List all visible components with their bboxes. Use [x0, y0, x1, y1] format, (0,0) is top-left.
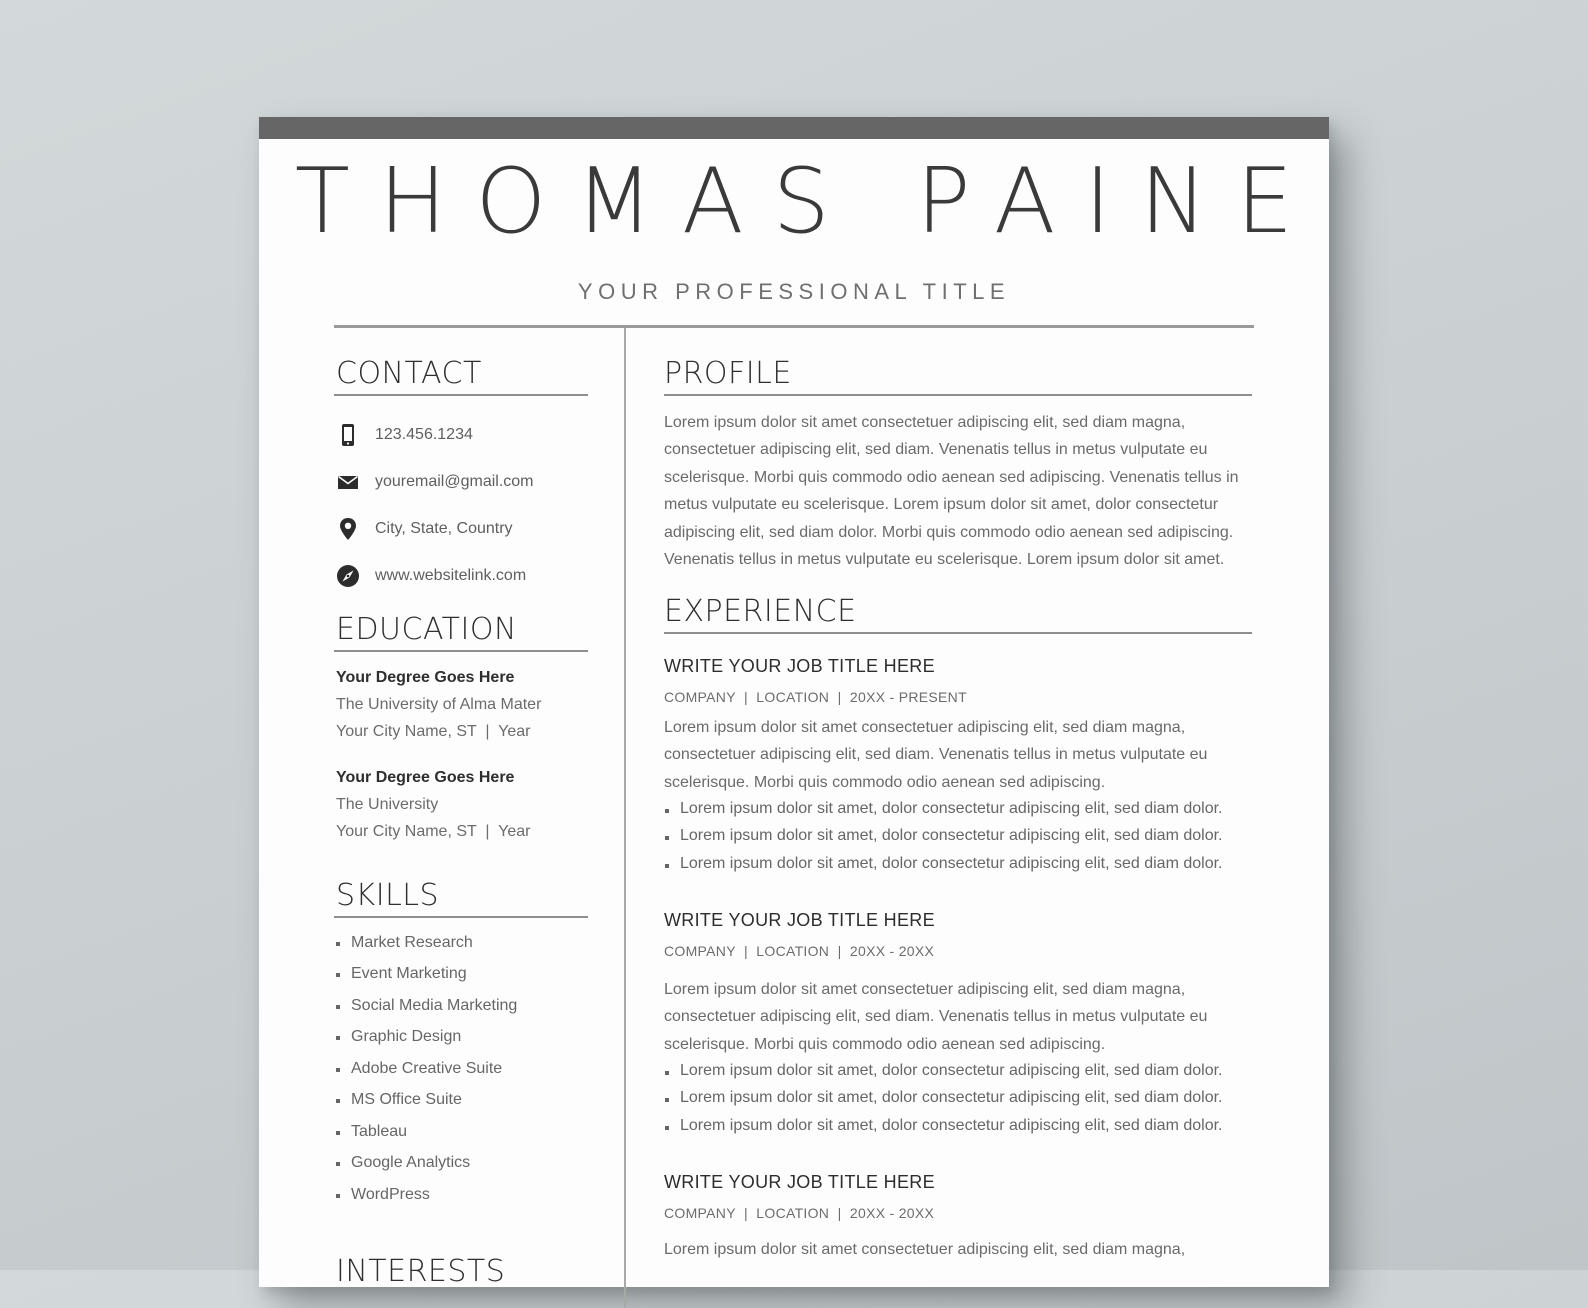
column-divider	[624, 328, 626, 1308]
skill-item	[336, 1028, 596, 1050]
profile-line: metus vulputate eu scelerisque. Lorem ipsum dolor sit amet, dolor consectetur	[664, 496, 1219, 514]
job-description-line: consectetuer adipiscing elit, sed diam. Venenatis tellus in metus vulputate eu	[664, 1008, 1208, 1026]
bullet-square-icon	[665, 836, 669, 840]
bullet-square-icon	[336, 1194, 340, 1198]
job-description	[664, 976, 1264, 1058]
education-heading-rule	[334, 650, 588, 652]
bullet-square-icon	[336, 942, 340, 946]
job-description	[664, 714, 1264, 796]
education-school: The University of Alma Mater	[336, 696, 542, 713]
profile-line: consectetuer adipiscing elit, sed diam. Venenatis tellus in metus vulputate eu	[664, 441, 1208, 459]
skill-text: Social Media Marketing	[351, 997, 518, 1014]
contact-heading: CONTACT	[336, 356, 482, 391]
skill-text: Event Marketing	[351, 965, 467, 982]
job-bullet-text: Lorem ipsum dolor sit amet, dolor consectetur adipiscing elit, sed diam dolor.	[680, 1062, 1223, 1079]
skill-text: Graphic Design	[351, 1028, 462, 1045]
bullet-square-icon	[665, 1098, 669, 1102]
job-bullet	[664, 800, 1264, 826]
contact-location-text: City, State, Country	[375, 520, 513, 537]
profile-line: adipiscing elit, sed diam dolor. Morbi quis commodo odio aenean sed adipiscing.	[664, 523, 1234, 541]
skill-text: Adobe Creative Suite	[351, 1060, 503, 1077]
contact-location	[335, 516, 615, 544]
skill-item	[336, 997, 596, 1019]
education-heading: EDUCATION	[336, 612, 517, 647]
profile-line: Venenatis tellus in metus vulputate eu scelerisque. Lorem ipsum dolor sit amet.	[664, 551, 1225, 569]
skill-text: Google Analytics	[351, 1154, 471, 1171]
bullet-square-icon	[665, 1071, 669, 1075]
map-pin-icon	[335, 516, 361, 542]
job-title: WRITE YOUR JOB TITLE HERE	[664, 1172, 935, 1192]
contact-phone	[335, 422, 615, 450]
compass-icon	[335, 563, 361, 589]
job-bullet	[664, 827, 1264, 853]
contact-phone-text: 123.456.1234	[375, 426, 473, 443]
contact-email-text: youremail@gmail.com	[375, 473, 534, 490]
bullet-square-icon	[665, 809, 669, 813]
skills-heading-rule	[334, 916, 588, 918]
envelope-icon	[335, 469, 361, 495]
job-bullet-text: Lorem ipsum dolor sit amet, dolor consectetur adipiscing elit, sed diam dolor.	[680, 855, 1223, 872]
bullet-square-icon	[665, 864, 669, 868]
job-description	[664, 1236, 1264, 1263]
job-description-line: Lorem ipsum dolor sit amet consectetuer adipiscing elit, sed diam magna,	[664, 1241, 1186, 1258]
contact-heading-rule	[334, 394, 588, 396]
experience-heading: EXPERIENCE	[664, 594, 857, 629]
skill-item	[336, 1060, 596, 1082]
contact-website-text: www.websitelink.com	[375, 567, 527, 584]
bullet-square-icon	[336, 1099, 340, 1103]
skills-heading: SKILLS	[336, 878, 440, 913]
job-meta: COMPANY | LOCATION | 20XX - PRESENT	[664, 689, 967, 705]
job-bullet-text: Lorem ipsum dolor sit amet, dolor consectetur adipiscing elit, sed diam dolor.	[680, 800, 1223, 817]
profile-text	[664, 409, 1264, 573]
job-bullet-text: Lorem ipsum dolor sit amet, dolor consectetur adipiscing elit, sed diam dolor.	[680, 1117, 1223, 1134]
education-location: Your City Name, ST | Year	[336, 823, 531, 840]
phone-icon	[335, 422, 361, 448]
contact-website	[335, 563, 615, 591]
profile-line: scelerisque. Morbi quis commodo odio aenean sed adipiscing. Venenatis tellus in	[664, 468, 1239, 486]
profile-line: Lorem ipsum dolor sit amet consectetuer adipiscing elit, sed diam magna,	[664, 414, 1186, 431]
job-title: WRITE YOUR JOB TITLE HERE	[664, 910, 935, 930]
resume-page	[259, 117, 1329, 1287]
job-bullet	[664, 855, 1264, 881]
job-description-line: scelerisque. Morbi quis commodo odio aenean sed adipiscing.	[664, 773, 1106, 791]
job-bullet	[664, 1089, 1264, 1115]
skill-item	[336, 1186, 596, 1208]
professional-title: YOUR PROFESSIONAL TITLE	[577, 279, 1011, 304]
skill-item	[336, 1154, 596, 1176]
bullet-square-icon	[336, 1005, 340, 1009]
bullet-square-icon	[336, 973, 340, 977]
skill-item	[336, 1123, 596, 1145]
job-meta: COMPANY | LOCATION | 20XX - 20XX	[664, 943, 935, 959]
education-school: The University	[336, 796, 439, 813]
skill-item	[336, 965, 596, 987]
job-description-line: consectetuer adipiscing elit, sed diam. Venenatis tellus in metus vulputate eu	[664, 746, 1208, 764]
interests-heading: INTERESTS	[336, 1254, 506, 1289]
skill-item	[336, 1091, 596, 1113]
skill-item	[336, 934, 596, 956]
job-description-line: Lorem ipsum dolor sit amet consectetuer adipiscing elit, sed diam magna,	[664, 719, 1186, 736]
skill-text: WordPress	[351, 1186, 430, 1203]
bullet-square-icon	[336, 1131, 340, 1135]
job-bullet-text: Lorem ipsum dolor sit amet, dolor consectetur adipiscing elit, sed diam dolor.	[680, 1089, 1223, 1106]
skill-text: Tableau	[351, 1123, 408, 1140]
contact-email	[335, 469, 615, 497]
header-divider	[334, 325, 1254, 328]
education-degree: Your Degree Goes Here	[336, 669, 515, 686]
top-bar	[259, 117, 1329, 139]
bullet-square-icon	[336, 1036, 340, 1040]
bullet-square-icon	[336, 1162, 340, 1166]
job-bullet	[664, 1062, 1264, 1088]
job-description-line: Lorem ipsum dolor sit amet consectetuer adipiscing elit, sed diam magna,	[664, 981, 1186, 998]
job-bullet	[664, 1117, 1264, 1143]
education-location: Your City Name, ST | Year	[336, 723, 531, 740]
job-meta: COMPANY | LOCATION | 20XX - 20XX	[664, 1205, 935, 1221]
skill-text: MS Office Suite	[351, 1091, 462, 1108]
skill-text: Market Research	[351, 934, 473, 951]
profile-heading: PROFILE	[664, 356, 792, 391]
resume-name: THOMAS PAINE	[294, 149, 1323, 254]
job-description-line: scelerisque. Morbi quis commodo odio aenean sed adipiscing.	[664, 1035, 1106, 1053]
experience-heading-rule	[664, 632, 1252, 634]
bullet-square-icon	[336, 1068, 340, 1072]
job-title: WRITE YOUR JOB TITLE HERE	[664, 656, 935, 676]
education-degree: Your Degree Goes Here	[336, 769, 515, 786]
bullet-square-icon	[665, 1126, 669, 1130]
job-bullet-text: Lorem ipsum dolor sit amet, dolor consectetur adipiscing elit, sed diam dolor.	[680, 827, 1223, 844]
profile-heading-rule	[664, 394, 1252, 396]
